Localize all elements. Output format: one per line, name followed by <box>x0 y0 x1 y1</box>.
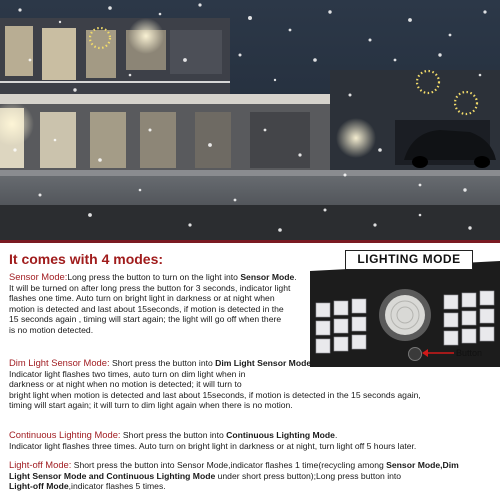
mode-text: . <box>334 430 338 440</box>
mode-line: motion is detected and last about 15seconds, if motion is detected in the <box>9 303 284 314</box>
mode-text: Short press the button into <box>109 358 216 368</box>
mode-emphasis: Dim Light Sensor Mode <box>215 358 312 368</box>
mode-line: timing will start again; it will turn to dim light again when there is no motion. <box>9 400 293 410</box>
mode-name: Sensor Mode: <box>9 271 68 282</box>
dim-light-sensor-mode-block <box>9 358 421 411</box>
lighting-mode-label: LIGHTING MODE <box>345 250 473 270</box>
mode-line <box>9 358 421 369</box>
mode-line <box>9 481 459 492</box>
mode-emphasis: Sensor Mode,Dim <box>386 460 459 470</box>
continuous-lighting-mode-block <box>9 430 416 451</box>
mode-emphasis: Light Sensor Mode and Continuous Lighting Mode <box>9 470 216 481</box>
mode-line <box>9 471 459 482</box>
mode-line <box>9 430 416 441</box>
mode-line: It will be turned on after long press the button for 3 seconds, indicator light <box>9 282 291 293</box>
mode-line: bright light when motion is detected and last about 15seconds, if motion is detected in the 15 seconds again, <box>9 389 421 400</box>
mode-text: ,indicator flashes 5 times. <box>68 481 166 491</box>
mode-name: Dim Light Sensor Mode: <box>9 357 110 368</box>
mode-name: Continuous Lighting Mode: <box>9 429 121 440</box>
mode-line: Indicator light flashes three times. Auto turn on bright light in darkness or at night, turn light off 5 hours later. <box>9 440 417 451</box>
mode-line: 15 seconds again , timing will start again; the light will go off when there <box>9 314 282 324</box>
mode-line: is no motion detected. <box>9 324 94 335</box>
mode-line: darkness or at night when no motion is detected; it will turn to <box>9 379 242 389</box>
mode-emphasis: Continuous Lighting Mode <box>226 430 335 440</box>
sensor-mode-block <box>9 272 297 335</box>
mode-line: flashes one time. Auto turn on bright light in darkness or at night when <box>9 293 275 303</box>
mode-text: Short press the button into <box>120 430 227 440</box>
mode-line <box>9 272 297 283</box>
house-photo <box>0 0 500 240</box>
mode-text: Short press the button into Sensor Mode,indicator flashes 1 time(recycling among <box>71 460 387 470</box>
light-off-mode-block <box>9 460 459 492</box>
mode-line: Indicator light flashes two times, auto turn on dim light when in <box>9 368 246 379</box>
mode-name: Light-off Mode: <box>9 459 72 470</box>
mode-text: under short press button);Long press button into <box>215 470 402 481</box>
modes-heading: It comes with 4 modes: <box>9 251 164 267</box>
mode-emphasis: Sensor Mode <box>240 272 295 282</box>
mode-emphasis: Light-off Mode <box>9 481 69 491</box>
mode-text: , <box>311 358 314 368</box>
button-callout-label: Button <box>456 348 483 358</box>
mode-line <box>9 460 459 471</box>
mode-text: . <box>294 272 297 282</box>
mode-text: Long press the button to turn on the light into <box>67 272 241 282</box>
